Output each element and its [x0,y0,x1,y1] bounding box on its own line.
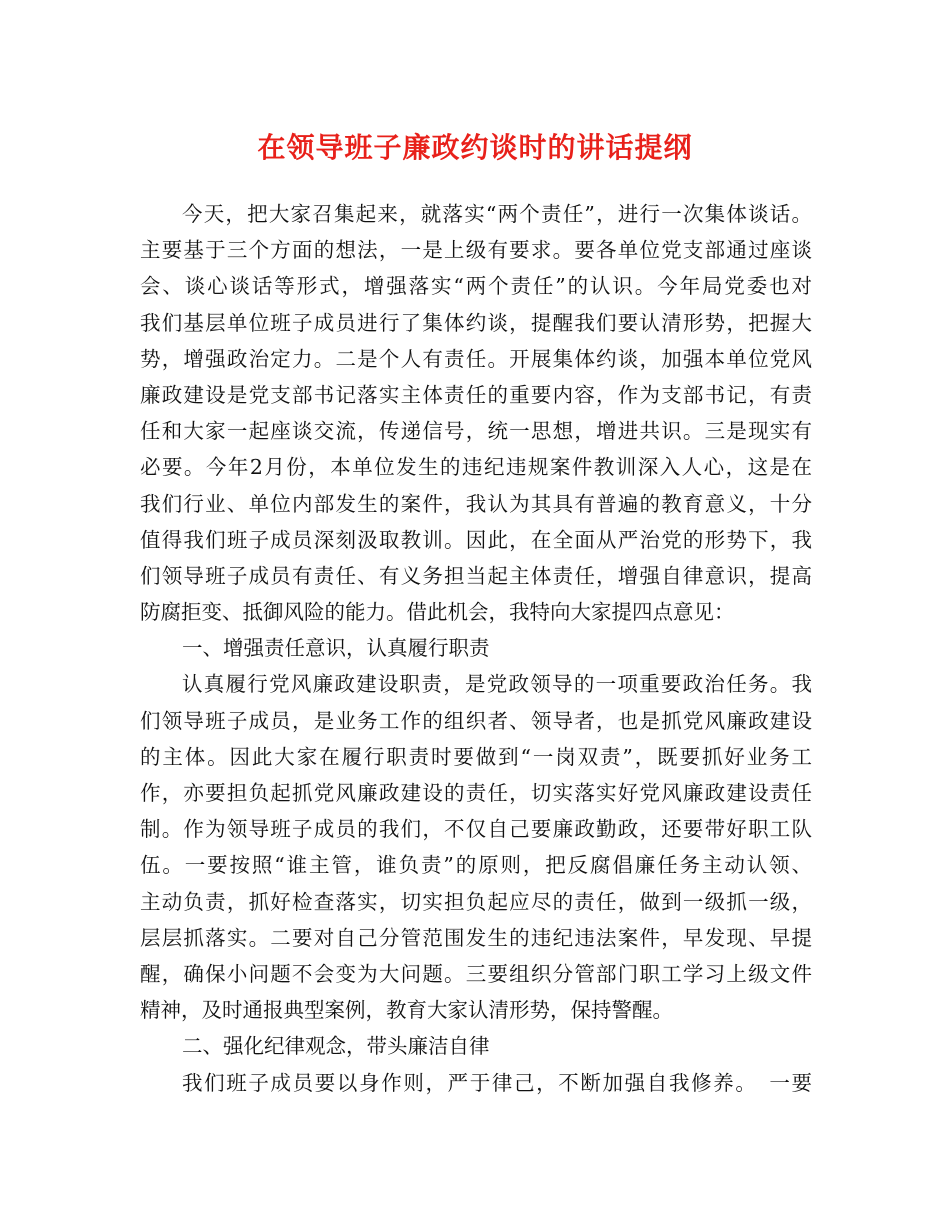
text-line: 二、强化纪律观念，带头廉洁自律 [182,1034,490,1059]
text-line: 一、增强责任意识，认真履行职责 [182,636,490,661]
text-line: 值得我们班子成员深刻汲取教训。因此，在全面从严治党的形势下，我 [140,527,812,552]
text-line: 作，亦要担负起抓党风廉政建设的责任，切实落实好党风廉政建设责任 [140,781,812,805]
text-line: 防腐拒变、抵御风险的能力。借此机会，我特向大家提四点意见： [140,600,735,625]
text-line: 层层抓落实。二要对自己分管范围发生的违纪违法案件，早发现、早提 [140,925,812,950]
text-line: 廉政建设是党支部书记落实主体责任的重要内容，作为支部书记，有责 [140,382,812,407]
text-line: 今天，把大家召集起来，就落实“两个责任”，进行一次集体谈话。 [182,202,812,226]
text-line: 必要。今年2月份，本单位发生的违纪违规案件教训深入人心，这是在 [140,455,812,480]
text-line: 认真履行党风廉政建设职责，是党政领导的一项重要政治任务。我 [182,672,812,697]
text-line: 们领导班子成员，是业务工作的组织者、领导者，也是抓党风廉政建设 [140,708,812,733]
text-line: 势，增强政治定力。二是个人有责任。开展集体约谈，加强本单位党风 [140,346,812,371]
document-title: 在领导班子廉政约谈时的讲话提纲 [257,131,693,164]
text-line: 主动负责，抓好检查落实，切实担负起应尽的责任，做到一级抓一级， [140,889,812,914]
text-line: 精神，及时通报典型案例，教育大家认清形势，保持警醒。 [140,998,673,1023]
text-line: 主要基于三个方面的想法，一是上级有要求。要各单位党支部通过座谈 [140,238,812,263]
document-body [140,196,812,1101]
text-line: 我们行业、单位内部发生的案件，我认为其具有普遍的教育意义，十分 [140,491,812,516]
text-line: 醒，确保小问题不会变为大问题。三要组织分管部门职工学习上级文件 [140,961,812,986]
text-line: 会、谈心谈话等形式，增强落实“两个责任”的认识。今年局党委也对 [140,274,812,299]
text-line: 我们基层单位班子成员进行了集体约谈，提醒我们要认清形势，把握大 [140,310,812,335]
text-line: 我们班子成员要以身作则，严于律己，不断加强自我修养。 一要 [182,1070,812,1095]
text-line: 们领导班子成员有责任、有义务担当起主体责任，增强自律意识，提高 [140,563,812,588]
text-line: 任和大家一起座谈交流，传递信号，统一思想，增进共识。三是现实有 [140,419,812,444]
text-line: 的主体。因此大家在履行职责时要做到“一岗双责”，既要抓好业务工 [140,744,812,769]
text-line: 伍。一要按照“谁主管，谁负责”的原则，把反腐倡廉任务主动认领、 [140,853,812,878]
text-line: 制。作为领导班子成员的我们，不仅自己要廉政勤政，还要带好职工队 [140,817,812,842]
